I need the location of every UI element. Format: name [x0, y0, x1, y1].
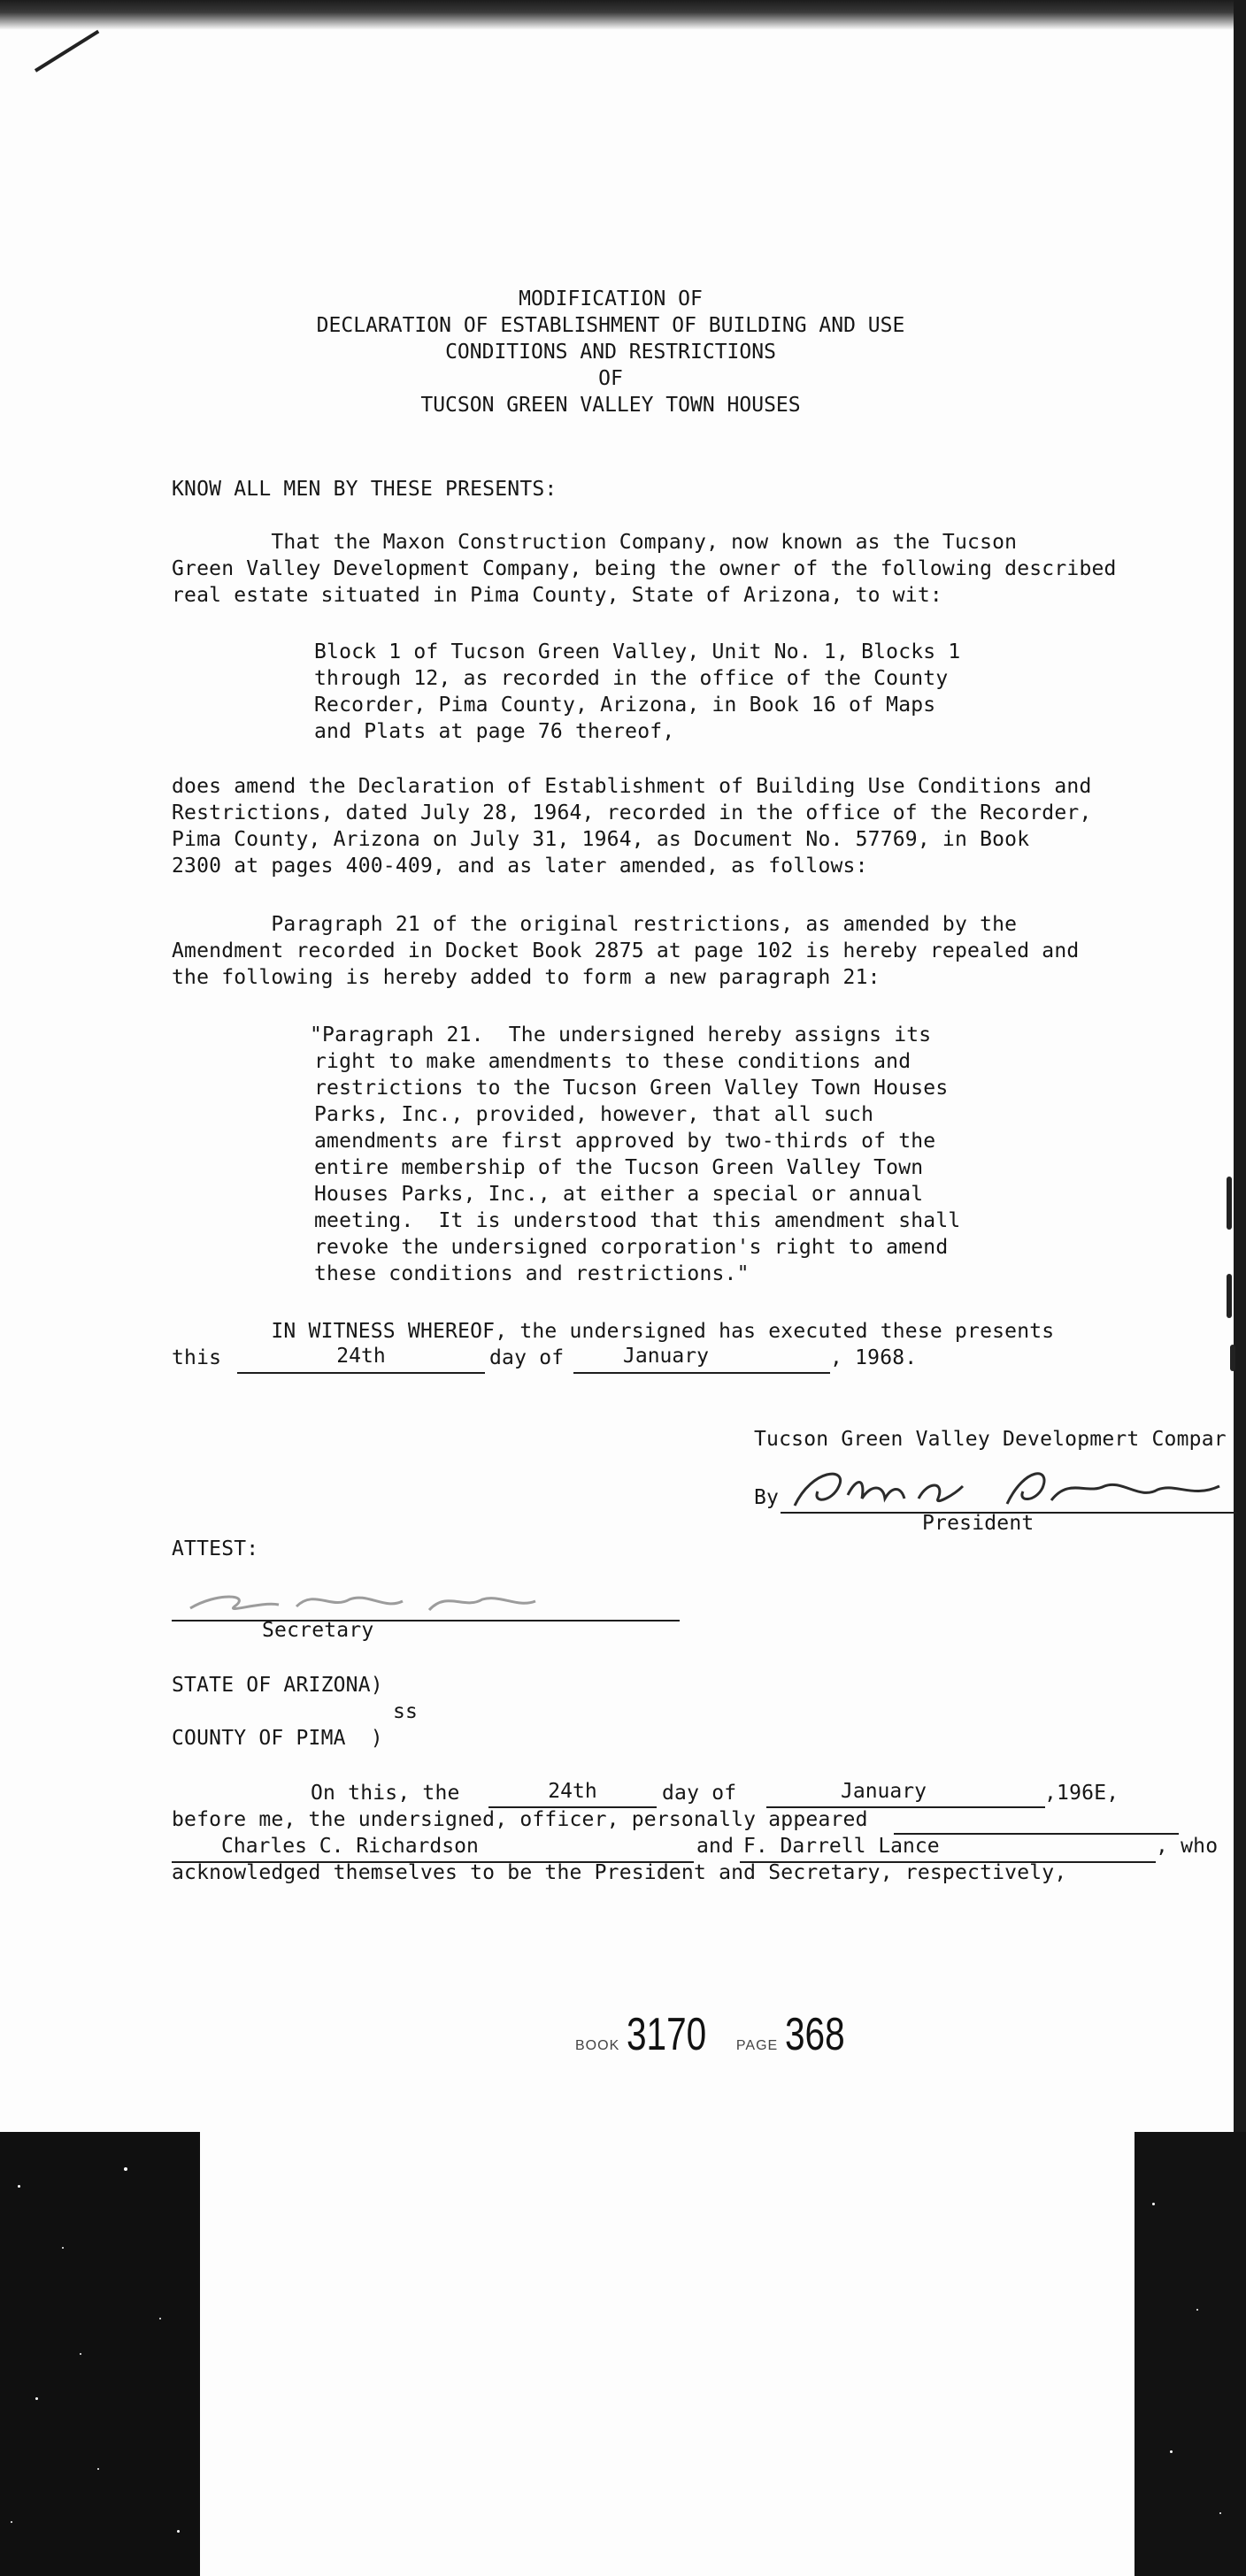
body-line: through 12, as recorded in the office of the County — [314, 667, 949, 690]
body-line: Pima County, Arizona on July 31, 1964, as Document No. 57769, in Book — [172, 828, 1030, 851]
body-line: Green Valley Development Company, being the owner of the following described — [172, 557, 1117, 580]
recording-stamp — [575, 2008, 862, 2061]
margin-mark — [1227, 1177, 1232, 1230]
scan-edge-top — [0, 0, 1246, 30]
title-line: CONDITIONS AND RESTRICTIONS — [445, 341, 776, 364]
quote-line: restrictions to the Tucson Green Valley Town Houses — [314, 1077, 949, 1100]
title-line: DECLARATION OF ESTABLISHMENT OF BUILDING AND USE — [316, 314, 905, 337]
ack-who-label: , who — [1156, 1835, 1219, 1858]
ack-line-2: before me, the undersigned, officer, personally appeared — [172, 1808, 868, 1831]
body-line: IN WITNESS WHEREOF, the undersigned has executed these presents — [172, 1320, 1055, 1343]
witness-month-value: January — [623, 1345, 709, 1368]
body-line: Block 1 of Tucson Green Valley, Unit No. 1, Blocks 1 — [314, 640, 961, 663]
quote-line: entire membership of the Tucson Green Valley Town — [314, 1156, 924, 1179]
ack-and-label: and — [696, 1835, 735, 1858]
body-line: Amendment recorded in Docket Book 2875 at page 102 is hereby repealed and — [172, 939, 1080, 962]
county-line: COUNTY OF PIMA ) — [172, 1727, 383, 1750]
ack-name-secretary: F. Darrell Lance — [743, 1835, 940, 1858]
witness-day-of-label: day of — [489, 1346, 565, 1369]
quote-line: "Paragraph 21. The undersigned hereby assigns its — [310, 1024, 932, 1046]
quote-line: Parks, Inc., provided, however, that all such — [314, 1103, 874, 1126]
witness-day-underline — [237, 1372, 485, 1374]
page-label: PAGE — [735, 2038, 779, 2053]
margin-mark — [1227, 1274, 1232, 1318]
scan-corner-bottom-right — [1134, 2132, 1246, 2576]
witness-year: , 1968. — [830, 1346, 918, 1369]
ack-on-this-label: On this, the — [311, 1782, 460, 1805]
ss-label: ss — [393, 1700, 419, 1723]
body-line: Recorder, Pima County, Arizona, in Book 16 of Maps — [314, 694, 936, 717]
quote-line: revoke the undersigned corporation's right to amend — [314, 1236, 949, 1259]
title-line: TUCSON GREEN VALLEY TOWN HOUSES — [420, 394, 801, 417]
body-line: 2300 at pages 400-409, and as later amended, as follows: — [172, 855, 868, 878]
body-line: the following is hereby added to form a new paragraph 21: — [172, 966, 881, 989]
page-number: 368 — [785, 2009, 845, 2060]
attest-label: ATTEST: — [172, 1537, 259, 1560]
scan-corner-bottom-left — [0, 2132, 200, 2576]
ack-line-4: acknowledged themselves to be the President and Secretary, respectively, — [172, 1861, 1067, 1884]
quote-line: amendments are first approved by two-thirds of the — [314, 1130, 936, 1153]
body-line: and Plats at page 76 thereof, — [314, 720, 675, 743]
secretary-signature-line — [172, 1620, 680, 1622]
body-line: That the Maxon Construction Company, now known as the Tucson — [172, 531, 1018, 554]
ack-month-value: January — [841, 1780, 927, 1803]
body-line: real estate situated in Pima County, State of Arizona, to wit: — [172, 584, 942, 607]
witness-day-value: 24th — [336, 1345, 386, 1368]
secretary-label: Secretary — [262, 1619, 374, 1642]
book-label: BOOK — [575, 2038, 620, 2053]
company-name: Tucson Green Valley Developmert Compar — [754, 1428, 1227, 1451]
ack-day-value: 24th — [548, 1780, 597, 1803]
by-label: By — [754, 1486, 780, 1509]
quote-line: Houses Parks, Inc., at either a special or annual — [314, 1183, 924, 1206]
quote-line: meeting. It is understood that this amendment shall — [314, 1209, 961, 1232]
state-line: STATE OF ARIZONA) — [172, 1674, 383, 1697]
body-line: Paragraph 21 of the original restrictions, as amended by the — [172, 913, 1018, 936]
witness-month-underline — [573, 1372, 830, 1374]
title-line: MODIFICATION OF — [519, 288, 703, 310]
margin-mark — [1230, 1345, 1235, 1371]
opening-line: KNOW ALL MEN BY THESE PRESENTS: — [172, 478, 558, 501]
title-line: OF — [598, 367, 623, 390]
ack-year: ,196E, — [1044, 1782, 1119, 1805]
ack-day-of-label: day of — [662, 1782, 737, 1805]
quote-line: right to make amendments to these conditions and — [314, 1050, 911, 1073]
president-label: President — [922, 1512, 1034, 1535]
pen-mark — [35, 30, 99, 73]
body-line: Restrictions, dated July 28, 1964, recorded in the office of the Recorder, — [172, 801, 1092, 824]
book-number: 3170 — [627, 2009, 707, 2060]
body-line: does amend the Declaration of Establishment of Building Use Conditions and — [172, 775, 1092, 798]
quote-line: these conditions and restrictions." — [314, 1262, 750, 1285]
ack-name-president: Charles C. Richardson — [221, 1835, 479, 1858]
witness-this-label: this — [172, 1346, 222, 1369]
